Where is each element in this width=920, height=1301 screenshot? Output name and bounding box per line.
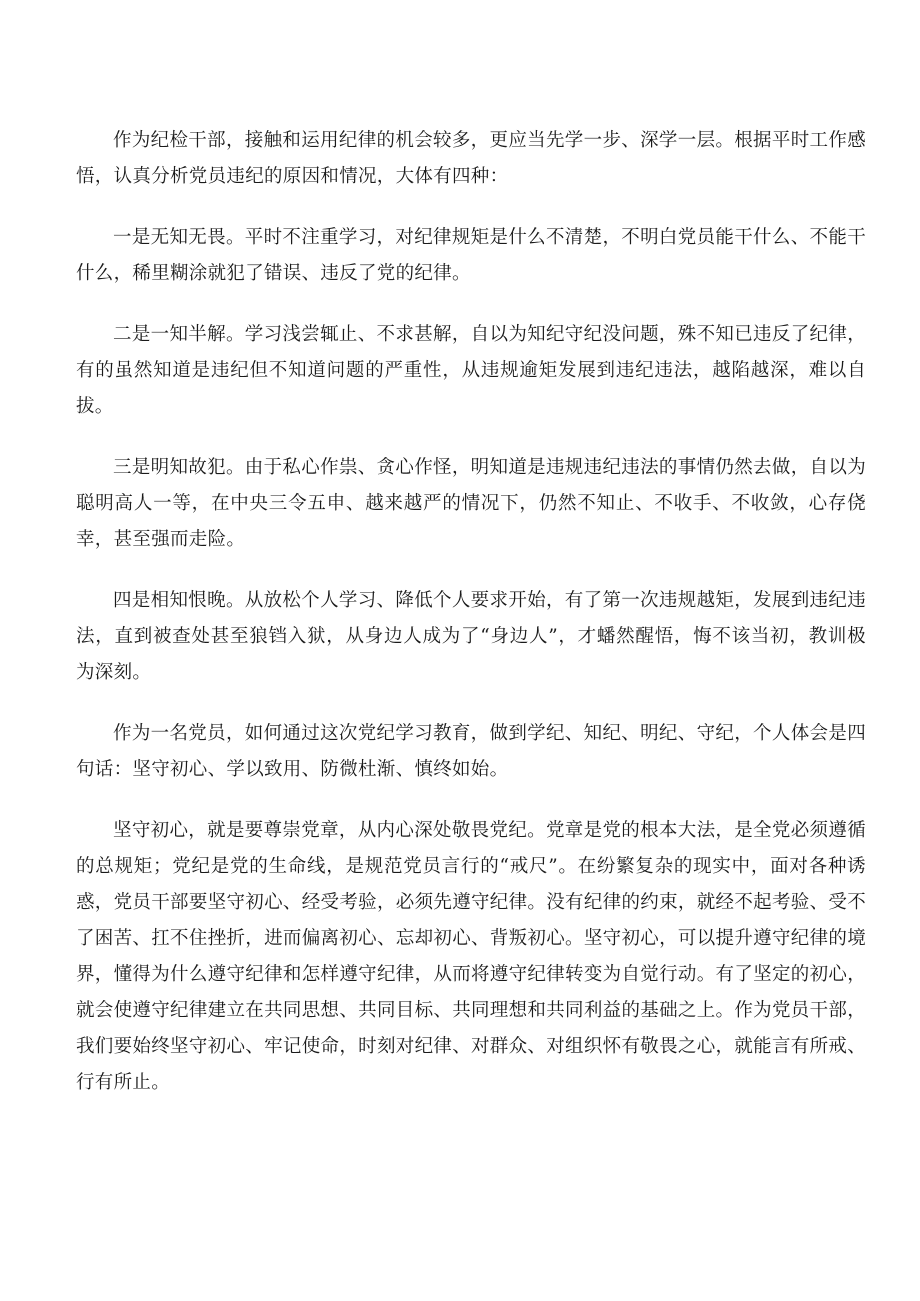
paragraph-keep-original-aspiration: 坚守初心，就是要尊崇党章，从内心深处敬畏党纪。党章是党的根本大法，是全党必须遵循的总规矩；党纪是党的生命线，是规范党员言行的“戒尺”。在纷繁复杂的现实中，面对各种诱惑，党员干部要坚守初心、经受考验，必须先遵守纪律。没有纪律的约束，就经不起考验、受不了困苦、扛不住挫折，进而偏离初心、忘却初心、背叛初心。坚守初心，可以提升遵守纪律的境界，懂得为什么遵守纪律和怎样遵守纪律，从而将遵守纪律转变为自觉行动。有了坚定的初心，就会使遵守纪律建立在共同思想、共同目标、共同理想和共同利益的基础之上。作为党员干部，我们要始终坚守初心、牢记使命，时刻对纪律、对群众、对组织怀有敬畏之心，就能言有所戒、行有所止。 xyxy=(76,820,866,1093)
paragraph-point-two: 二是一知半解。学习浅尝辄止、不求甚解，自以为知纪守纪没问题，殊不知已违反了纪律，有的虽然知道是违纪但不知道问题的严重性，从违规逾矩发展到违纪违法，越陷越深，难以自拔。 xyxy=(76,324,866,417)
paragraph-summary: 作为一名党员，如何通过这次党纪学习教育，做到学纪、知纪、明纪、守纪，个人体会是四句话：坚守初心、学以致用、防微杜渐、慎终如始。 xyxy=(76,723,866,780)
paragraph-point-four: 四是相知恨晚。从放松个人学习、降低个人要求开始，有了第一次违规越矩，发展到违纪违法，直到被查处甚至狼铛入狱，从身边人成为了“身边人”，才蟠然醒悟，悔不该当初，教训极为深刻。 xyxy=(76,590,866,683)
document-body xyxy=(76,123,866,1126)
paragraph-intro: 作为纪检干部，接触和运用纪律的机会较多，更应当先学一步、深学一层。根据平时工作感悟，认真分析党员违纪的原因和情况，大体有四种： xyxy=(76,130,866,187)
paragraph-point-three: 三是明知故犯。由于私心作祟、贪心作怪，明知道是违规违纪违法的事情仍然去做，自以为聪明高人一等，在中央三令五申、越来越严的情况下，仍然不知止、不收手、不收敛，心存侥幸，甚至强而走险。 xyxy=(76,457,866,550)
paragraph-point-one: 一是无知无畏。平时不注重学习，对纪律规矩是什么不清楚，不明白党员能干什么、不能干什么，稀里糊涂就犯了错误、违反了党的纪律。 xyxy=(76,227,866,284)
